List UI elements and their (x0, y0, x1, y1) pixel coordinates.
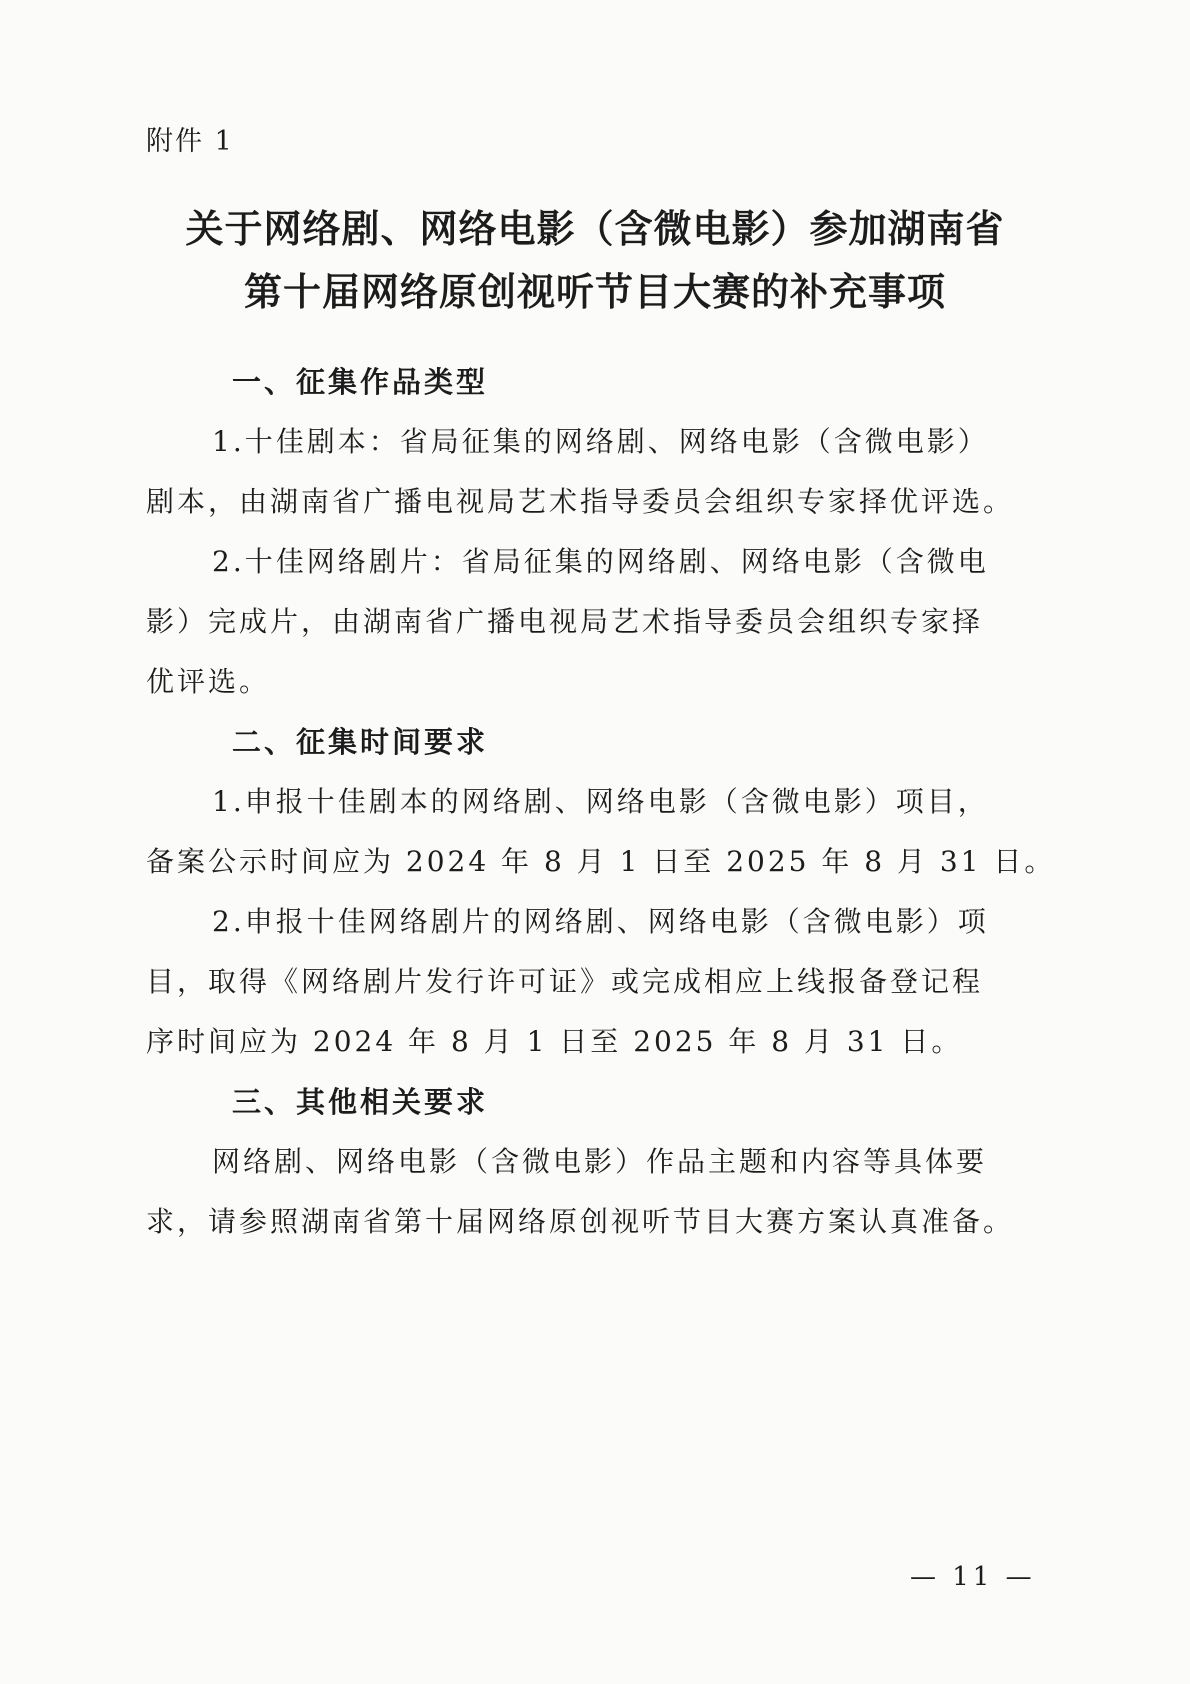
section-heading-1: 一、征集作品类型 (232, 365, 489, 399)
paragraph-line: 网络剧、网络电影（含微电影）作品主题和内容等具体要 (212, 1145, 988, 1178)
paragraph-line: 备案公示时间应为 2024 年 8 月 1 日至 2025 年 8 月 31 日。 (146, 845, 1056, 878)
paragraph-line: 目，取得《网络剧片发行许可证》或完成相应上线报备登记程 (146, 965, 984, 998)
paragraph-line: 2.申报十佳网络剧片的网络剧、网络电影（含微电影）项 (212, 905, 989, 938)
document-title-line-1: 关于网络剧、网络电影（含微电影）参加湖南省 (185, 207, 1005, 251)
paragraph-line: 1.十佳剧本：省局征集的网络剧、网络电影（含微电影） (212, 425, 989, 458)
paragraph-line: 优评选。 (146, 665, 271, 698)
attachment-label: 附件 1 (146, 126, 234, 157)
paragraph-line: 剧本，由湖南省广播电视局艺术指导委员会组织专家择优评选。 (146, 485, 1015, 518)
paragraph-line: 影）完成片，由湖南省广播电视局艺术指导委员会组织专家择 (146, 605, 984, 638)
section-heading-2: 二、征集时间要求 (232, 725, 489, 759)
document-title-line-2: 第十届网络原创视听节目大赛的补充事项 (243, 270, 946, 314)
section-heading-3: 三、其他相关要求 (232, 1085, 489, 1119)
paragraph-line: 2.十佳网络剧片：省局征集的网络剧、网络电影（含微电 (212, 545, 989, 578)
paragraph-line: 序时间应为 2024 年 8 月 1 日至 2025 年 8 月 31 日。 (146, 1025, 963, 1058)
paragraph-line: 求，请参照湖南省第十届网络原创视听节目大赛方案认真准备。 (146, 1205, 1015, 1238)
page-number: — 11 — (910, 1562, 1036, 1592)
paragraph-line: 1.申报十佳剧本的网络剧、网络电影（含微电影）项目， (212, 785, 989, 818)
